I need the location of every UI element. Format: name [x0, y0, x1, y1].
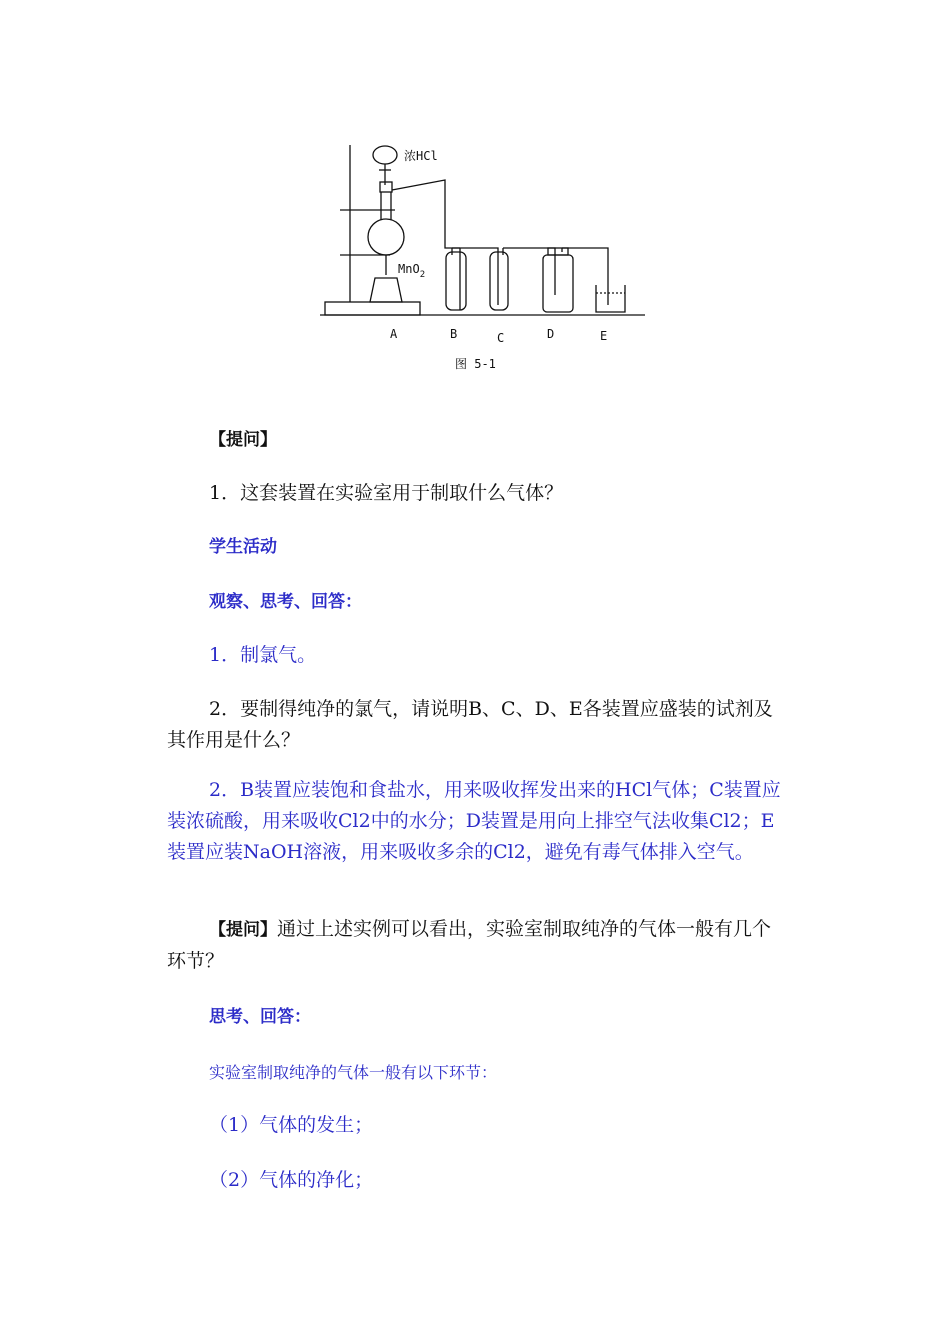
question-1-text: 1．这套装置在实验室用于制取什么气体？: [209, 482, 564, 504]
question-3-heading: 【提问】: [209, 920, 277, 940]
student-activity-heading: 学生活动: [209, 537, 277, 557]
label-c: C: [497, 331, 505, 345]
answer-3-intro: 实验室制取纯净的气体一般有以下环节：: [209, 1063, 498, 1082]
stand-base: [325, 302, 420, 315]
label-d: D: [547, 327, 555, 341]
reagent-top-label: 浓HCl: [404, 149, 438, 163]
reagent-flask-sub: 2: [419, 270, 426, 280]
question-3: [167, 914, 787, 977]
apparatus-figure: [300, 130, 650, 380]
step-2: （2）气体的净化；: [209, 1169, 374, 1191]
think-heading: 思考、回答：: [209, 1007, 311, 1027]
question-1-heading: 【提问】: [209, 430, 277, 450]
label-b: B: [450, 327, 458, 341]
sep-funnel: [373, 146, 397, 164]
burner: [370, 278, 402, 302]
step-1: （1）气体的发生；: [209, 1114, 374, 1136]
bottle-c: [490, 252, 508, 310]
label-a: A: [390, 327, 398, 341]
bottle-b: [446, 252, 466, 310]
beaker-e: [596, 285, 625, 312]
apparatus-diagram: [300, 130, 650, 380]
figure-caption: 图 5-1: [455, 357, 496, 371]
question-2-text: 2．要制得纯净的氯气，请说明B、C、D、E各装置应盛装的试剂及其作用是什么？: [167, 698, 773, 751]
round-flask: [368, 219, 404, 255]
label-e: E: [600, 329, 608, 343]
svg-text:MnO2: [398, 262, 425, 280]
question-3-text: 通过上述实例可以看出，实验室制取纯净的气体一般有几个环节？: [167, 918, 772, 972]
bottle-d: [543, 255, 573, 312]
observe-heading: 观察、思考、回答：: [209, 592, 362, 612]
reagent-flask-label: MnO: [398, 262, 420, 276]
answer-2-text: 2．B装置应装饱和食盐水，用来吸收挥发出来的HCl气体；C装置应装浓硫酸，用来吸收Cl2中的水分；D装置是用向上排空气法收集Cl2；E装置应装NaOH溶液，用来吸收多余的Cl2，避免有毒气体排入空气。: [167, 779, 781, 863]
answer-1-text: 1．制氯气。: [209, 644, 317, 666]
